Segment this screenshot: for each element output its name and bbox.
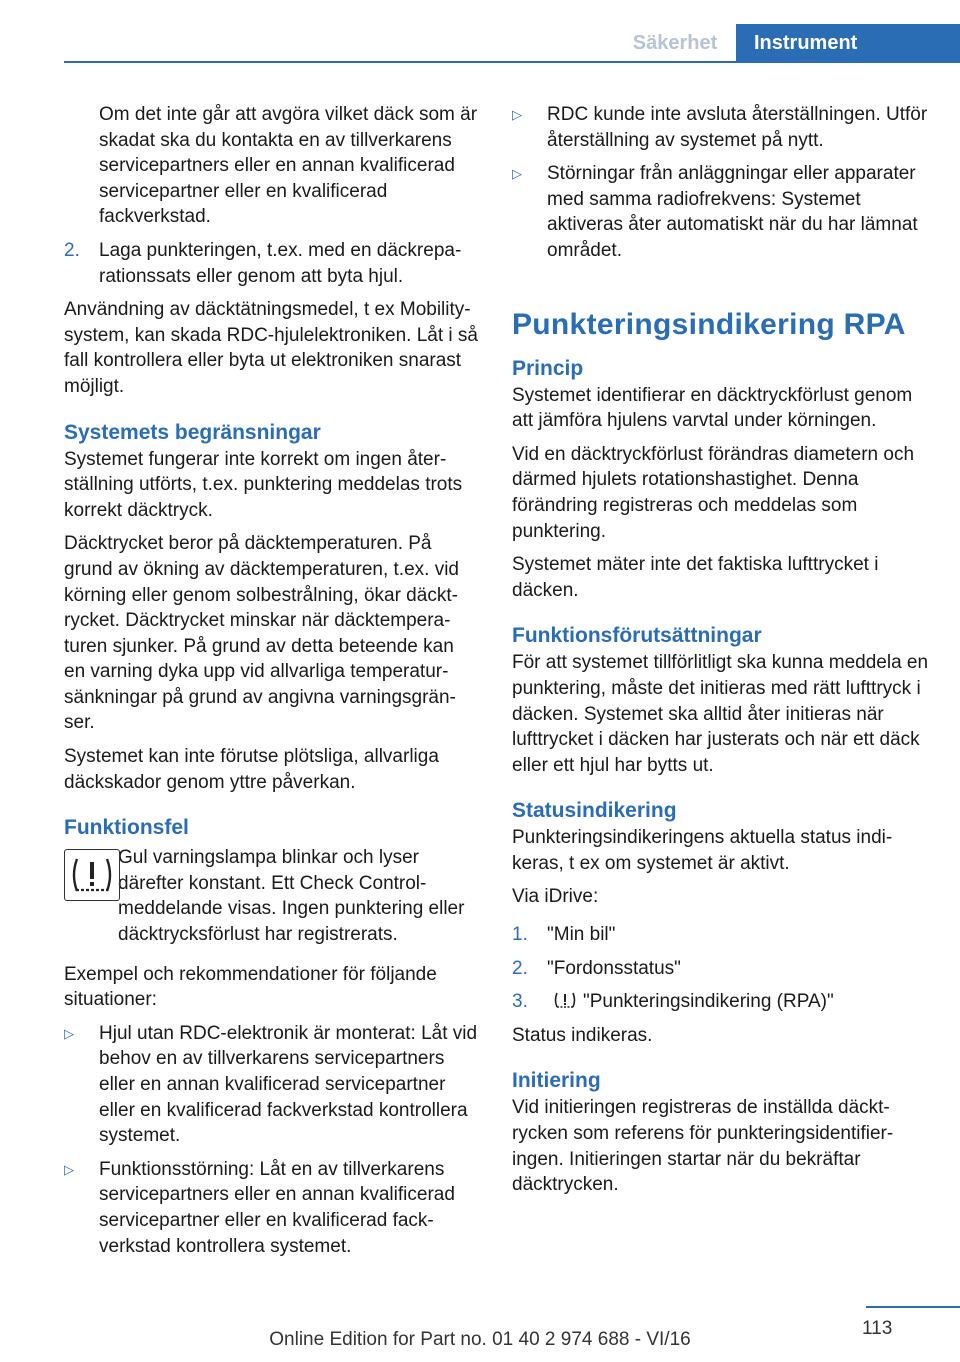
heading-status: Statusindikering: [512, 799, 677, 823]
examples-intro: Exempel och rekommendationer för följande situationer:: [64, 963, 437, 1011]
list-item: [512, 102, 930, 153]
edition-footer: Online Edition for Part no. 01 40 2 974 688 - VI/16: [269, 1329, 691, 1350]
list-item-text: Funktionsstörning: Låt en av tillverkarens servicepartners eller en annan kvalificerad servicepartner eller en kvalificerad fackverkstad kontrollera systemet.: [99, 1158, 455, 1257]
heading-rpa: Punkteringsindikering RPA: [512, 307, 906, 341]
step-text: "Min bil": [547, 924, 616, 946]
list-item-text: Hjul utan RDC-elektronik är monterat: Låt vid behov en av tillverkarens servicepartners eller en annan kvalificerad servicepartner eller en kvalificerad fackverkstad kontrollera systemet.: [99, 1022, 478, 1147]
list-item-text: Laga punkteringen, t.ex. med en däckreparationssats eller genom att byta hjul.: [99, 239, 462, 287]
tab-instrument[interactable]: Instrument: [736, 24, 960, 62]
limits-paragraph-2: Däcktrycket beror på däcktemperaturen. På grund av ökning av däcktemperaturen, t.ex. vid körning eller genom solbestrålning, ökar däcktrycket. Däcktrycket minskar när däcktemperaturen sjunker. På grund av detta beteende kan en varning dyka upp vid allvarliga temperatursänkningar på grund av angivna varningsgränser.: [64, 533, 460, 734]
list-item: [512, 161, 930, 263]
step-item: [512, 989, 930, 1015]
step-number: 3.: [512, 991, 528, 1013]
list-item-text: Störningar från anläggningar eller apparater med samma radiofrekvens: Systemet aktiveras åter automatiskt när du har lämnat området.: [547, 163, 918, 261]
bullet-marker: ▷: [64, 1025, 74, 1041]
heading-principle: Princip: [512, 356, 584, 380]
page-number: 113: [862, 1318, 893, 1339]
header-divider: [64, 61, 960, 63]
step-item: [512, 956, 930, 982]
footer-divider: [866, 1306, 960, 1308]
via-idrive: Via iDrive:: [512, 886, 599, 908]
prerequisites-paragraph: För att systemet tillförlitligt ska kunna meddela en punktering, måste det initieras med rätt lufttryck i däcken. Systemet ska alltid åter initieras när lufttrycket i däcken har justerats och när ett däck eller ett hjul har bytts ut.: [512, 652, 929, 776]
left-column: [64, 102, 478, 1267]
heading-limits: Systemets begränsningar: [64, 420, 321, 444]
status-paragraph: Punkteringsindikeringens aktuella status indikeras, t ex om systemet är aktivt.: [512, 827, 893, 874]
list-item-2: [64, 238, 478, 289]
bullet-marker: ▷: [512, 166, 522, 182]
step-text: "Punkteringsindikering (RPA)": [583, 991, 834, 1013]
fault-warning: [64, 845, 478, 947]
tire-warning-icon: [552, 990, 578, 1010]
intro-paragraph: Om det inte går att avgöra vilket däck som är skadat ska du kontakta en av tillverkarens servicepartners eller en annan kvalificerad servicepartner eller en kvalificerad fackverkstad.: [99, 104, 478, 228]
step-number: 1.: [512, 924, 528, 946]
limits-paragraph-3: Systemet kan inte förutse plötsliga, allvarliga däckskador genom yttre påverkan.: [64, 746, 439, 793]
step-text: "Fordonsstatus": [547, 957, 681, 979]
initiation-paragraph: Vid initieringen registreras de inställda däcktrycken som referens för punkteringsidentifieringen. Initieringen startar när du bekräftar däcktrycken.: [512, 1097, 894, 1196]
sealant-paragraph: Användning av däcktätningsmedel, t ex Mobility-system, kan skada RDC-hjulelektroniken. Låt i så fall kontrollera eller byta ut elektroniken snarast möjligt.: [64, 299, 478, 397]
heading-fault: Funktionsfel: [64, 816, 189, 840]
step-item: [512, 922, 930, 948]
right-column: [512, 102, 930, 1206]
principle-paragraph-1: Systemet identifierar en däcktryckförlust genom att jämföra hjulens varvtal under körningen.: [512, 384, 913, 432]
list-item: [64, 1157, 478, 1259]
bullet-marker: ▷: [512, 107, 522, 122]
list-item: [64, 1021, 478, 1149]
bullet-marker: ▷: [64, 1161, 74, 1177]
status-result: Status indikeras.: [512, 1024, 653, 1046]
list-item-text: RDC kunde inte avsluta återställningen. Utför återställning av systemet på nytt.: [547, 104, 928, 151]
step-number: 2.: [512, 957, 528, 979]
tire-warning-icon: [64, 849, 120, 901]
principle-paragraph-3: Systemet mäter inte det faktiska lufttrycket i däcken.: [512, 554, 879, 601]
fault-text: Gul varningslampa blinkar och lyser därefter konstant. Ett Check Control-meddelande visas. Ingen punktering eller däcktrycksförlust har registrerats.: [118, 847, 465, 946]
principle-paragraph-2: Vid en däcktryckförlust förändras diametern och därmed hjulets rotationshastighet. Denna förändring registreras och meddelas som punktering.: [512, 443, 915, 542]
heading-prerequisites: Funktionsförutsättningar: [512, 624, 762, 648]
page-header: [0, 0, 960, 62]
tab-sakerhet[interactable]: Säkerhet: [632, 32, 718, 54]
heading-initiation: Initiering: [512, 1069, 601, 1093]
list-number: 2.: [64, 239, 80, 261]
limits-paragraph-1: Systemet fungerar inte korrekt om ingen återställning utförts, t.ex. punktering meddelas trots korrekt däcktryck.: [64, 448, 463, 521]
